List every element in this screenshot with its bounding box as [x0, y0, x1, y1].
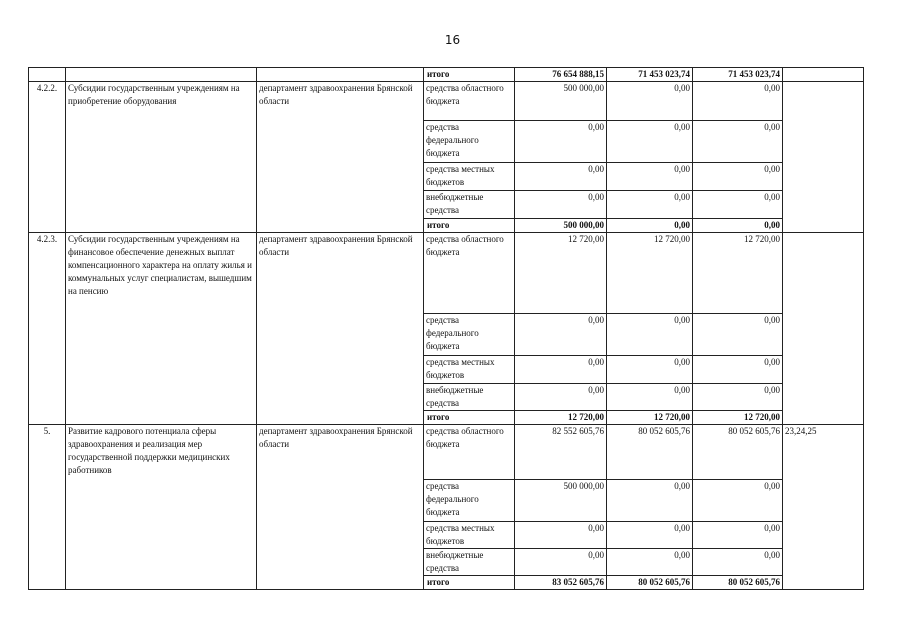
- value-1: 0,00: [515, 121, 607, 163]
- value-3: 0,00: [693, 480, 783, 522]
- empty-cell: [257, 68, 424, 82]
- funding-source: средства областного бюджета: [424, 82, 515, 121]
- value-2: 0,00: [607, 191, 693, 219]
- value-2: 0,00: [607, 163, 693, 191]
- value-2: 0,00: [607, 314, 693, 356]
- total-value-1: 83 052 605,76: [515, 576, 607, 590]
- value-3: 0,00: [693, 549, 783, 576]
- section-name: Субсидии государственным учреждениям на приобретение оборудования: [66, 82, 257, 233]
- total-value-1: 76 654 888,15: [515, 68, 607, 82]
- total-value-1: 12 720,00: [515, 411, 607, 425]
- section-5-row-regional: [29, 425, 864, 480]
- value-3: 80 052 605,76: [693, 425, 783, 480]
- funding-source: средства областного бюджета: [424, 425, 515, 480]
- value-1: 0,00: [515, 356, 607, 384]
- section-name: Субсидии государственным учреждениям на финансовое обеспечение денежных выплат компенсационного характера на оплату жилья и коммунальных услуг специалистам, вышедшим на пенсию: [66, 233, 257, 425]
- value-3: 0,00: [693, 384, 783, 411]
- value-3: 0,00: [693, 163, 783, 191]
- section-indicators: [783, 82, 864, 233]
- total-value-3: 80 052 605,76: [693, 576, 783, 590]
- page-number: 16: [444, 33, 461, 47]
- value-3: 12 720,00: [693, 233, 783, 314]
- value-1: 500 000,00: [515, 480, 607, 522]
- value-1: 0,00: [515, 314, 607, 356]
- funding-source: средства федерального бюджета: [424, 480, 515, 522]
- funding-source: внебюджетные средства: [424, 384, 515, 411]
- funding-source: средства местных бюджетов: [424, 522, 515, 549]
- value-2: 0,00: [607, 121, 693, 163]
- value-2: 0,00: [607, 82, 693, 121]
- section-number: 4.2.3.: [29, 233, 66, 425]
- value-2: 0,00: [607, 480, 693, 522]
- total-value-3: 12 720,00: [693, 411, 783, 425]
- value-3: 0,00: [693, 82, 783, 121]
- value-3: 0,00: [693, 314, 783, 356]
- value-1: 0,00: [515, 163, 607, 191]
- funding-source: внебюджетные средства: [424, 549, 515, 576]
- value-2: 12 720,00: [607, 233, 693, 314]
- section-indicators: [783, 233, 864, 425]
- empty-cell: [783, 68, 864, 82]
- total-label: итого: [424, 219, 515, 233]
- section-executor: департамент здравоохранения Брянской области: [257, 425, 424, 590]
- section-indicators: 23,24,25: [783, 425, 864, 590]
- value-3: 0,00: [693, 191, 783, 219]
- total-value-2: 71 453 023,74: [607, 68, 693, 82]
- value-3: 0,00: [693, 522, 783, 549]
- funding-source: внебюджетные средства: [424, 191, 515, 219]
- section-executor: департамент здравоохранения Брянской области: [257, 233, 424, 425]
- value-2: 0,00: [607, 384, 693, 411]
- section-number: 5.: [29, 425, 66, 590]
- section-4-2-2-row-regional: [29, 82, 864, 121]
- value-1: 82 552 605,76: [515, 425, 607, 480]
- funding-source: средства федерального бюджета: [424, 121, 515, 163]
- total-value-1: 500 000,00: [515, 219, 607, 233]
- funding-source: средства местных бюджетов: [424, 356, 515, 384]
- funding-source: средства федерального бюджета: [424, 314, 515, 356]
- total-label: итого: [424, 411, 515, 425]
- total-value-3: 0,00: [693, 219, 783, 233]
- carried-total-row: [29, 68, 864, 82]
- value-1: 0,00: [515, 522, 607, 549]
- total-label: итого: [424, 576, 515, 590]
- value-1: 0,00: [515, 191, 607, 219]
- section-number: 4.2.2.: [29, 82, 66, 233]
- value-2: 0,00: [607, 549, 693, 576]
- total-value-2: 0,00: [607, 219, 693, 233]
- value-2: 0,00: [607, 522, 693, 549]
- empty-cell: [29, 68, 66, 82]
- value-1: 500 000,00: [515, 82, 607, 121]
- value-1: 0,00: [515, 549, 607, 576]
- section-executor: департамент здравоохранения Брянской области: [257, 82, 424, 233]
- value-3: 0,00: [693, 356, 783, 384]
- total-value-2: 12 720,00: [607, 411, 693, 425]
- value-3: 0,00: [693, 121, 783, 163]
- empty-cell: [66, 68, 257, 82]
- funding-source: средства местных бюджетов: [424, 163, 515, 191]
- value-1: 0,00: [515, 384, 607, 411]
- total-value-3: 71 453 023,74: [693, 68, 783, 82]
- value-2: 80 052 605,76: [607, 425, 693, 480]
- total-label: итого: [424, 68, 515, 82]
- total-value-2: 80 052 605,76: [607, 576, 693, 590]
- value-2: 0,00: [607, 356, 693, 384]
- value-1: 12 720,00: [515, 233, 607, 314]
- budget-table: [28, 67, 864, 590]
- section-4-2-3-row-regional: [29, 233, 864, 314]
- section-name: Развитие кадрового потенциала сферы здравоохранения и реализация мер государственной поддержки медицинских работников: [66, 425, 257, 590]
- funding-source: средства областного бюджета: [424, 233, 515, 314]
